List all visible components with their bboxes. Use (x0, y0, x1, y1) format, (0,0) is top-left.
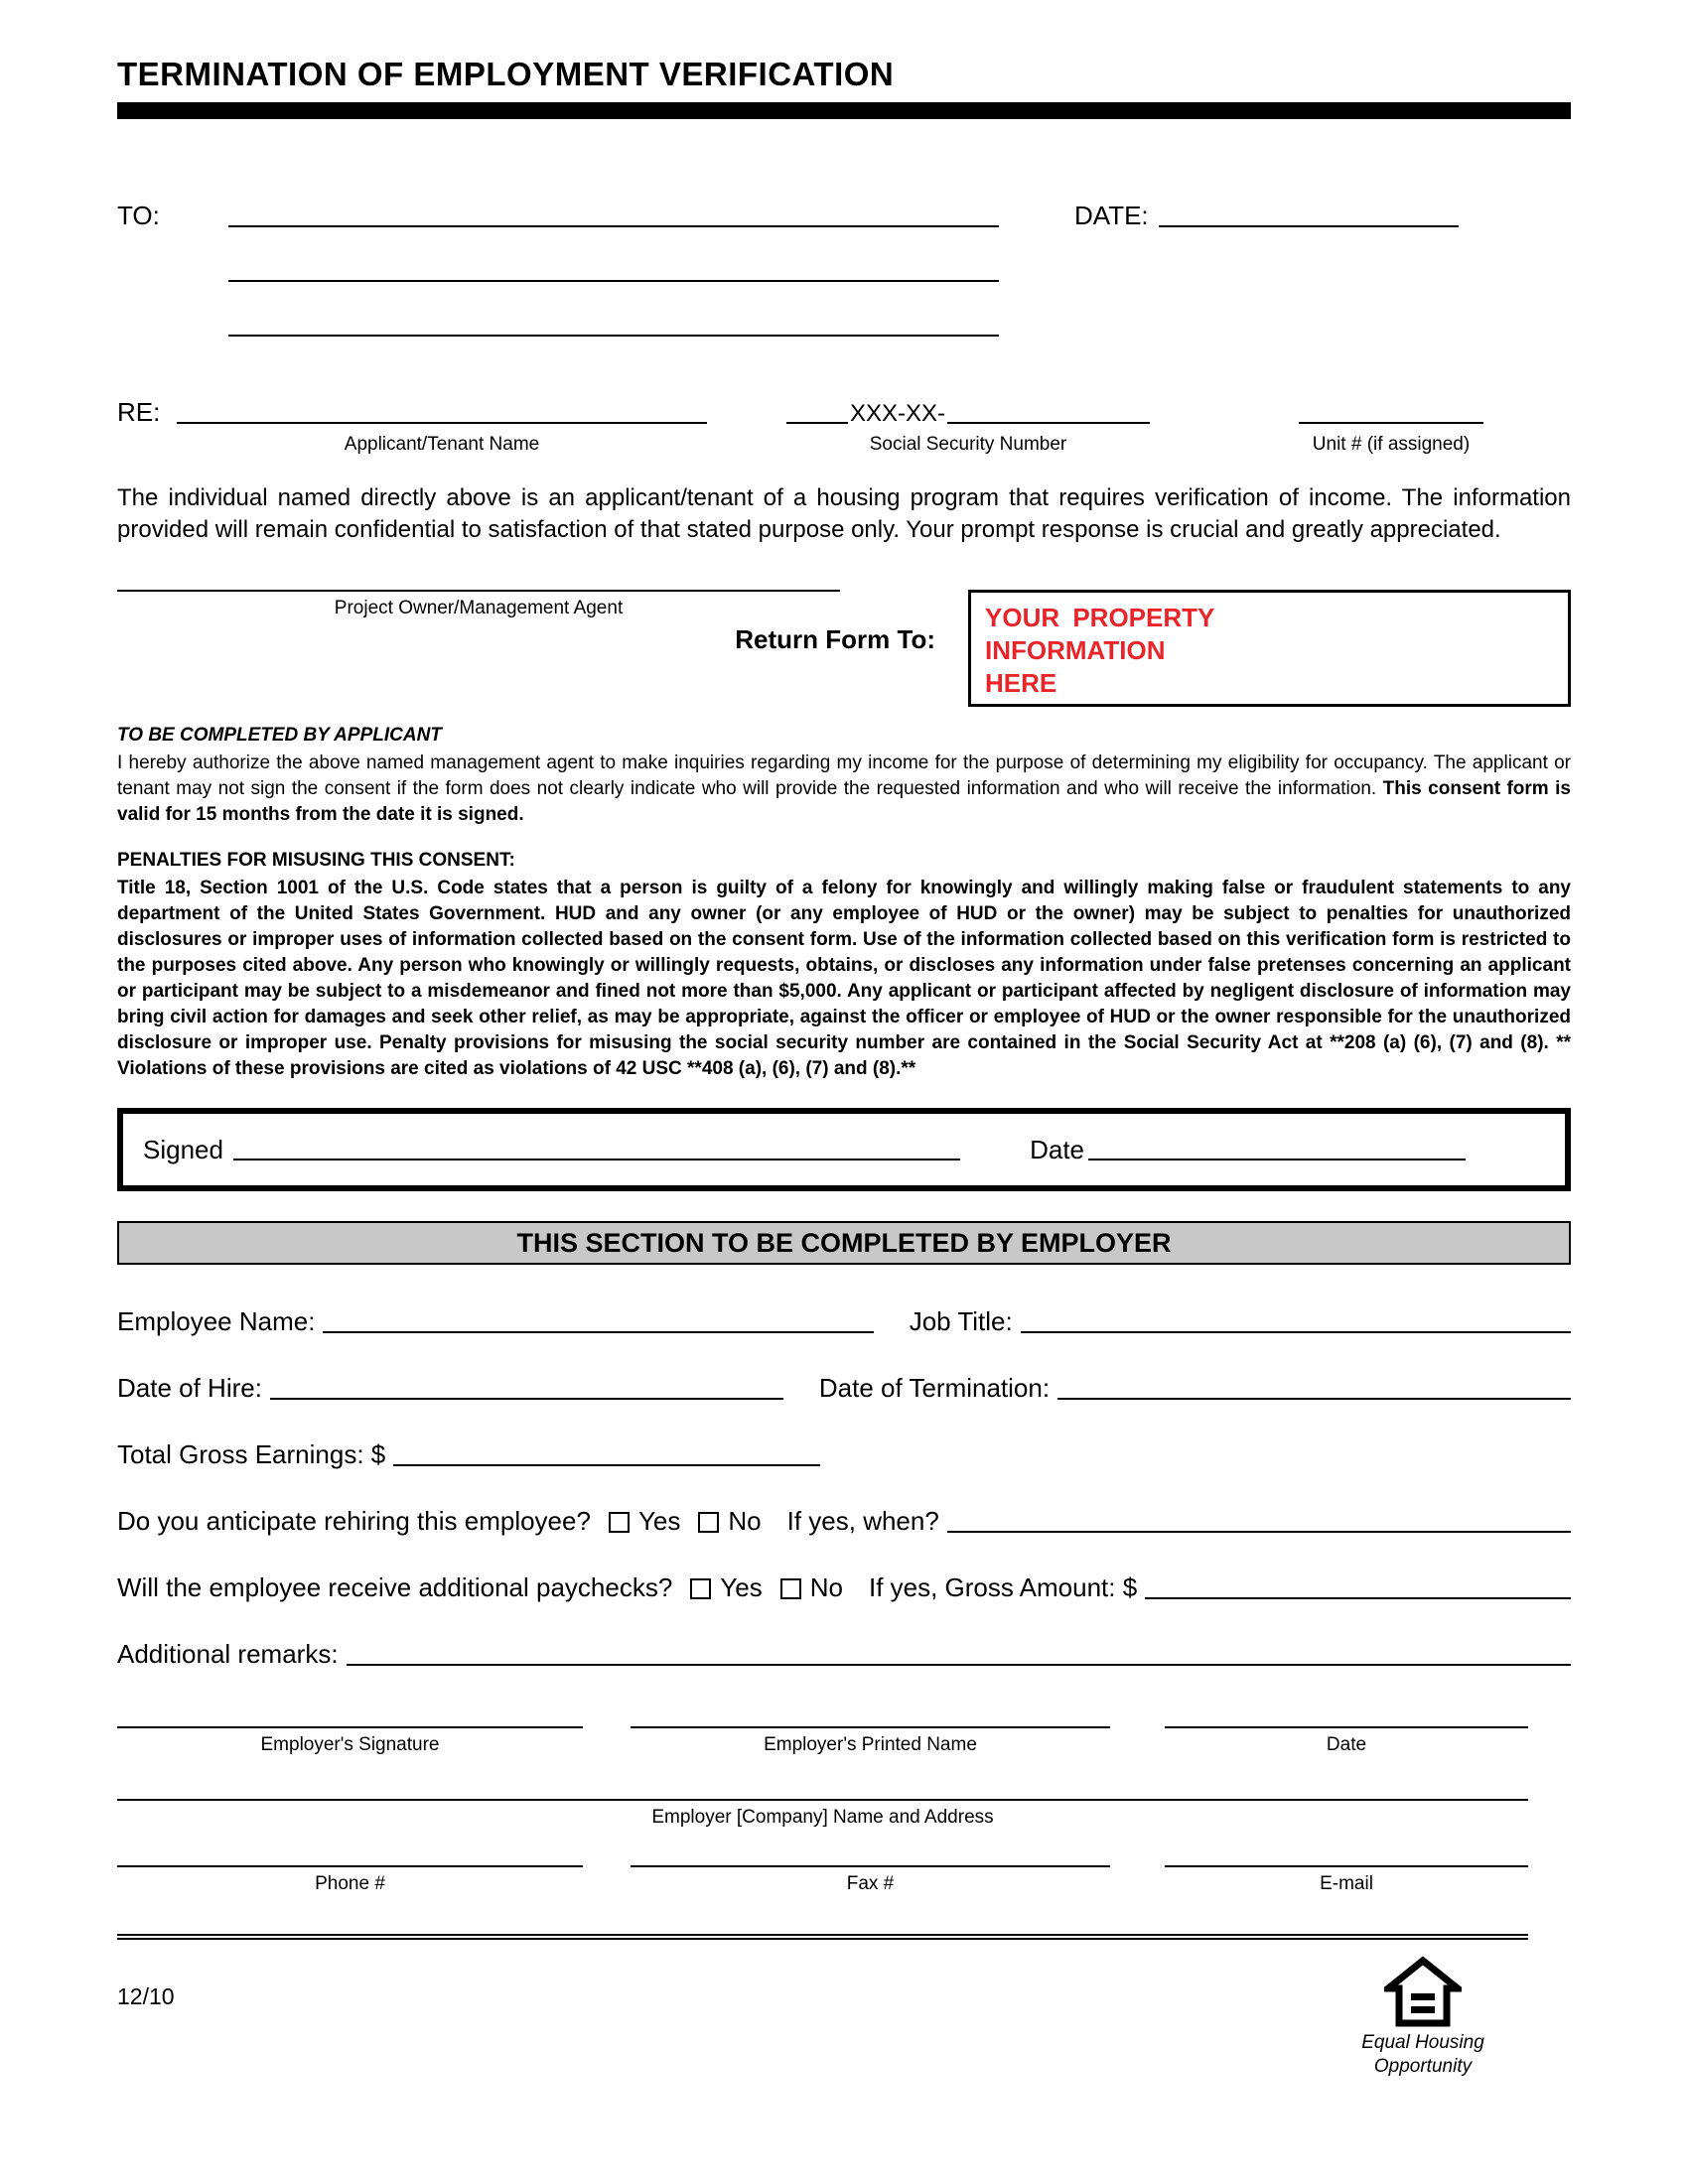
owner-column (117, 590, 941, 655)
date-label: DATE: (1074, 201, 1149, 230)
revision-date: 12/10 (117, 1983, 175, 2009)
to-field-line-1[interactable] (228, 225, 999, 227)
gross-earnings-line[interactable] (393, 1464, 820, 1466)
applicant-name-caption: Applicant/Tenant Name (344, 434, 540, 455)
employer-printed-name-caption: Employer's Printed Name (764, 1734, 977, 1755)
employer-section-heading: THIS SECTION TO BE COMPLETED BY EMPLOYER (117, 1221, 1571, 1265)
paychecks-yes-checkbox[interactable] (690, 1578, 711, 1599)
signed-date-line[interactable] (1088, 1159, 1466, 1160)
remarks-line[interactable] (347, 1664, 1571, 1666)
signed-line[interactable] (233, 1159, 960, 1160)
to-date-row (117, 199, 1571, 232)
email-line[interactable] (1165, 1865, 1528, 1867)
penalties-section (117, 850, 1571, 1082)
employer-section (117, 1304, 1571, 1671)
remarks-row (117, 1637, 1571, 1671)
equal-housing-logo-icon (1384, 1956, 1462, 2027)
signed-label: Signed (143, 1135, 223, 1164)
address-block (117, 199, 1571, 341)
intro-paragraph: The individual named directly above is an applicant/tenant of a housing program that requires verification of income. The information provided will remain confidential to satisfaction of that stated purpose only. Your prompt response is crucial and greatly appreciated. (117, 484, 1571, 543)
email-caption: E-mail (1320, 1873, 1373, 1894)
signature-date-line[interactable] (1165, 1726, 1528, 1728)
property-info-line-3: HERE (985, 668, 1057, 698)
employer-signature-line[interactable] (117, 1726, 583, 1728)
signed-date-label: Date (1030, 1135, 1084, 1164)
to-label: TO: (117, 201, 160, 230)
equal-housing-caption-line-2: Opportunity (1373, 2056, 1473, 2077)
to-field-line-2[interactable] (228, 280, 999, 282)
consent-paragraph (117, 751, 1571, 828)
re-block (117, 395, 1571, 457)
applicant-section-heading: TO BE COMPLETED BY APPLICANT (117, 725, 442, 746)
to-row-3 (117, 335, 1571, 341)
footer (117, 1956, 1571, 2079)
signature-captions-row (117, 1733, 1571, 1757)
job-title-label: Job Title: (909, 1306, 1013, 1336)
paychecks-row (117, 1570, 1571, 1604)
applicant-name-line[interactable] (177, 422, 707, 424)
property-info-line-1: YOUR PROPERTY (985, 603, 1215, 632)
property-info-line-2: INFORMATION (985, 635, 1166, 665)
paychecks-question-label: Will the employee receive additional paychecks? (117, 1572, 673, 1602)
property-info-box (968, 590, 1571, 707)
employer-printed-name-line[interactable] (631, 1726, 1110, 1728)
ssn-caption: Social Security Number (869, 434, 1067, 455)
title-rule (117, 102, 1571, 119)
signature-lines-row (117, 1726, 1571, 1728)
date-of-termination-line[interactable] (1057, 1398, 1571, 1400)
if-yes-when-line[interactable] (947, 1531, 1571, 1533)
unit-number-line[interactable] (1299, 422, 1483, 424)
gross-earnings-label: Total Gross Earnings: $ (117, 1439, 386, 1469)
job-title-line[interactable] (1021, 1331, 1571, 1333)
gross-amount-label: If yes, Gross Amount: $ (868, 1572, 1138, 1602)
fax-line[interactable] (631, 1865, 1110, 1867)
contact-captions-row (117, 1872, 1571, 1896)
owner-agent-line[interactable] (117, 590, 840, 592)
re-row (117, 395, 1571, 429)
paychecks-no-label: No (809, 1572, 843, 1602)
signature-date-caption: Date (1326, 1734, 1367, 1755)
unit-caption: Unit # (if assigned) (1312, 434, 1471, 455)
fax-caption: Fax # (846, 1873, 895, 1894)
signed-box (117, 1108, 1571, 1191)
page-title: TERMINATION OF EMPLOYMENT VERIFICATION (117, 56, 895, 92)
re-label: RE: (117, 397, 161, 427)
employer-signature-caption: Employer's Signature (260, 1734, 440, 1755)
re-captions-row (117, 433, 1571, 457)
ssn-line-right[interactable] (947, 422, 1150, 424)
rehire-no-label: No (728, 1506, 762, 1536)
signature-block (117, 1726, 1571, 1896)
ssn-prefix-text: XXX-XX- (850, 400, 946, 427)
phone-line[interactable] (117, 1865, 583, 1867)
equal-housing-block (1309, 1956, 1537, 2079)
employee-name-label: Employee Name: (117, 1306, 316, 1336)
gross-amount-line[interactable] (1145, 1597, 1571, 1599)
gross-earnings-row (117, 1437, 1571, 1471)
phone-caption: Phone # (315, 1873, 385, 1894)
date-of-termination-label: Date of Termination: (818, 1373, 1051, 1403)
penalties-heading: PENALTIES FOR MISUSING THIS CONSENT: (117, 850, 515, 871)
remarks-label: Additional remarks: (117, 1639, 339, 1669)
owner-caption: Project Owner/Management Agent (334, 598, 624, 618)
penalties-paragraph: Title 18, Section 1001 of the U.S. Code states that a person is guilty of a felony for knowingly and willingly making false or fraudulent statements to any department of the United States Government. HUD and any owner (or any employee of HUD or the owner) may be subject to penalties for unauthorized disclosures or improper uses of information collected based on the consent form. Use of the information collected based on this verification form is restricted to the purposes cited above. Any person who knowingly or willingly requests, obtains, or discloses any information under false pretenses concerning an applicant or participant may be subject to a misdemeanor and fined not more than $5,000. Any applicant or participant affected by negligent disclosure of information may bring civil action for damages and seek other relief, as may be appropriate, against the officer or employee of HUD or the owner responsible for the unauthorized disclosure or improper use. Penalty provisions for misusing the social security number are contained in the Social Security Act at **208 (a) (6), (7) and (8). ** Violations of these provisions are cited as violations of 42 USC **408 (a), (6), (7) and (8).** (117, 878, 1571, 1079)
equal-housing-caption-line-1: Equal Housing (1361, 2032, 1484, 2053)
date-field-line[interactable] (1159, 225, 1459, 227)
rehire-no-checkbox[interactable] (698, 1512, 719, 1533)
return-form-to-label: Return Form To: (735, 624, 935, 654)
ssn-line-left[interactable] (786, 422, 848, 424)
date-of-hire-label: Date of Hire: (117, 1373, 262, 1403)
rehire-row (117, 1504, 1571, 1538)
rehire-question-label: Do you anticipate rehiring this employee? (117, 1506, 591, 1536)
date-of-hire-line[interactable] (270, 1398, 783, 1400)
paychecks-no-checkbox[interactable] (780, 1578, 801, 1599)
ssn-field[interactable] (786, 399, 1150, 429)
to-row-2 (117, 280, 1571, 287)
paychecks-yes-label: Yes (720, 1572, 763, 1602)
bottom-double-rule (117, 1934, 1528, 1940)
employee-name-row (117, 1304, 1571, 1338)
consent-bold-text: This consent form is valid for 15 months from the date it is signed. (117, 778, 1572, 825)
applicant-section (117, 725, 1571, 828)
employee-name-line[interactable] (323, 1331, 873, 1333)
contact-lines-row (117, 1865, 1571, 1867)
consent-text: I hereby authorize the above named management agent to make inquiries regarding my income for the purpose of determining my eligibility for occupancy. The applicant or tenant may not sign the consent if the form does not clearly indicate who will provide the requested information and who will receive the information. (117, 752, 1571, 799)
rehire-yes-checkbox[interactable] (609, 1512, 630, 1533)
if-yes-when-label: If yes, when? (786, 1506, 939, 1536)
company-name-address-caption: Employer [Company] Name and Address (651, 1807, 994, 1828)
dates-row (117, 1371, 1571, 1405)
to-field-line-3[interactable] (228, 335, 999, 337)
company-name-address-line[interactable] (117, 1799, 1528, 1801)
return-section (117, 590, 1571, 713)
rehire-yes-label: Yes (637, 1506, 681, 1536)
